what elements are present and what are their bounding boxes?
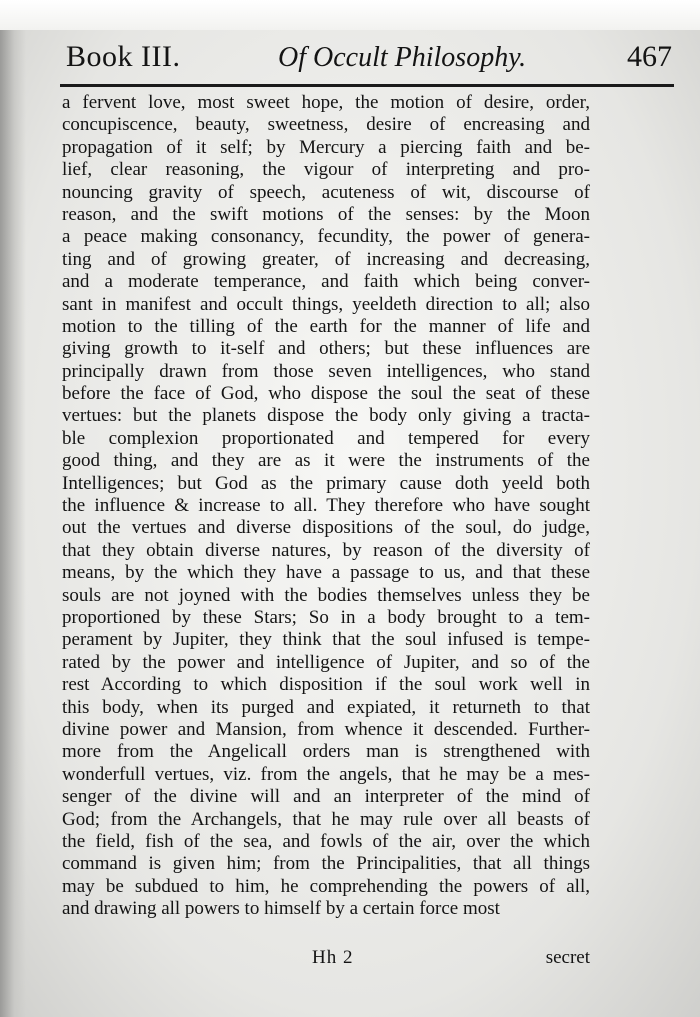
text-line: rest According to which disposition if the soul work well in <box>62 674 590 696</box>
text-line: this body, when its purged and expiated, it returneth to that <box>62 696 590 718</box>
text-line: concupiscence, beauty, sweetness, desire of encreasing and <box>62 114 590 136</box>
text-line: the field, fish of the sea, and fowls of the air, over the which <box>62 830 590 852</box>
text-line: good thing, and they are as it were the instruments of the <box>62 450 590 472</box>
signature-mark: Hh 2 <box>312 947 354 968</box>
text-line: rated by the power and intelligence of Jupiter, and so of the <box>62 651 590 673</box>
text-line: more from the Angelicall orders man is strengthened with <box>62 741 590 763</box>
text-line: motion to the tilling of the earth for the manner of life and <box>62 315 590 337</box>
catchword: secret <box>545 947 590 968</box>
text-line: wonderfull vertues, viz. from the angels, that he may be a mes- <box>62 763 590 785</box>
text-line: out the vertues and diverse dispositions of the soul, do judge, <box>62 517 590 539</box>
text-line: divine power and Mansion, from whence it descended. Further- <box>62 718 590 740</box>
header-rule <box>60 84 674 87</box>
text-line: Intelligences; but God as the primary cause doth yeeld both <box>62 472 590 494</box>
text-line: proportioned by these Stars; So in a body brought to a tem- <box>62 606 590 628</box>
text-line: that they obtain diverse natures, by reason of the diversity of <box>62 539 590 561</box>
text-line: propagation of it self; by Mercury a piercing faith and be- <box>62 136 590 158</box>
text-line: giving growth to it-self and others; but these influences are <box>62 338 590 360</box>
text-line: sant in manifest and occult things, yeeldeth direction to all; also <box>62 293 590 315</box>
text-line: ting and of growing greater, of increasing and decreasing, <box>62 248 590 270</box>
text-line: senger of the divine will and an interpreter of the mind of <box>62 786 590 808</box>
text-line: a peace making consonancy, fecundity, the power of genera- <box>62 226 590 248</box>
body-text <box>62 92 590 920</box>
text-line: lief, clear reasoning, the vigour of interpreting and pro- <box>62 159 590 181</box>
text-line: principally drawn from those seven intelligences, who stand <box>62 360 590 382</box>
text-line: may be subdued to him, he comprehending the powers of all, <box>62 875 590 897</box>
running-header <box>66 40 672 80</box>
text-line: God; from the Archangels, that he may rule over all beasts of <box>62 808 590 830</box>
text-line: souls are not joyned with the bodies themselves unless they be <box>62 584 590 606</box>
page-footer <box>62 947 590 971</box>
text-line: ble complexion proportionated and tempered for every <box>62 427 590 449</box>
text-line: before the face of God, who dispose the soul the seat of these <box>62 383 590 405</box>
text-line: and a moderate temperance, and faith which being conver- <box>62 271 590 293</box>
running-title: Of Occult Philosophy. <box>278 42 527 73</box>
page-number: 467 <box>627 40 672 73</box>
text-line: perament by Jupiter, they think that the soul infused is tempe- <box>62 629 590 651</box>
text-line: vertues: but the planets dispose the body only giving a tracta- <box>62 405 590 427</box>
page-top-margin <box>0 0 700 30</box>
text-line: nouncing gravity of speech, acuteness of wit, discourse of <box>62 181 590 203</box>
text-line: a fervent love, most sweet hope, the motion of desire, order, <box>62 92 590 113</box>
text-line: and drawing all powers to himself by a certain force most <box>62 898 500 920</box>
page-gutter-shadow <box>0 0 26 1017</box>
text-line: the influence & increase to all. They therefore who have sought <box>62 495 590 517</box>
text-line: means, by the which they have a passage to us, and that these <box>62 562 590 584</box>
book-label: Book III. <box>66 40 181 73</box>
text-line: reason, and the swift motions of the senses: by the Moon <box>62 203 590 225</box>
text-line: command is given him; from the Principalities, that all things <box>62 853 590 875</box>
